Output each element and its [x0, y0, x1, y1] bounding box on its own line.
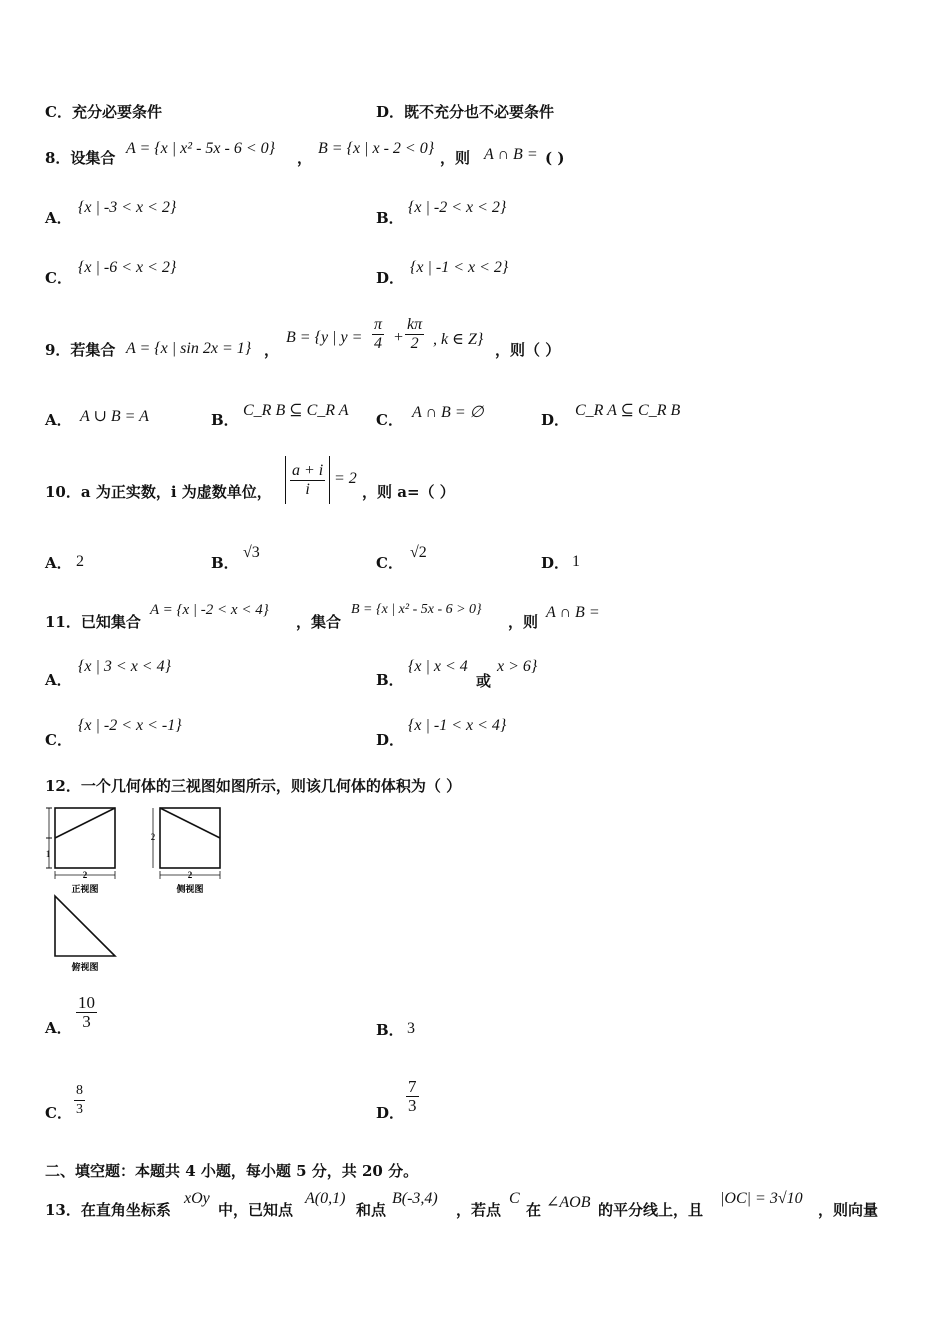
three-view-figure: [40, 800, 240, 980]
q10-abs-fraction: [285, 456, 330, 504]
q10-option-a: 2: [76, 553, 84, 570]
q13-text-6: ，则向量: [818, 1201, 879, 1219]
q11-label-c: C．: [45, 731, 72, 749]
q9-comma: ，: [264, 341, 280, 359]
q9-option-c: A ∩ B = ∅: [412, 404, 484, 421]
q8-label-b: B．: [376, 209, 404, 227]
q10-option-d: 1: [572, 553, 580, 570]
q9-two: 2: [410, 335, 419, 352]
q8-paren: ( ): [545, 149, 565, 167]
q13-point-c: C: [509, 1190, 520, 1207]
q12-option-c: [74, 1082, 85, 1119]
q13-text-5: 的平分线上，且: [598, 1201, 704, 1219]
q10-eq: = 2: [334, 470, 357, 487]
q8-ask-expr: A ∩ B =: [484, 146, 538, 163]
q11-set-a: A = {x | -2 < x < 4}: [150, 602, 269, 618]
q8-stem: 8．设集合: [45, 149, 116, 167]
q11-label-a: A．: [45, 671, 72, 689]
side-view: [150, 808, 220, 879]
q12-label-c: C．: [45, 1104, 72, 1122]
q13-text-2: 和点: [356, 1201, 387, 1219]
q11-stem: 11．已知集合: [45, 613, 141, 631]
q7-option-c: C．充分必要条件: [45, 103, 162, 121]
q8-ask: ，则: [440, 149, 471, 167]
q10-option-b: √3: [243, 544, 260, 561]
q13-text-3: ，若点: [456, 1201, 502, 1219]
front-dim-1: 1: [45, 849, 51, 859]
q11-option-d: {x | -1 < x < 4}: [408, 717, 507, 734]
q12-label-a: A．: [45, 1019, 72, 1037]
q10-ask: ，则 a=（ ）: [362, 483, 455, 501]
front-view: [46, 808, 115, 879]
q11-mid: ，集合: [296, 613, 342, 631]
q12-option-a: [76, 994, 97, 1031]
q12-option-b: 3: [407, 1020, 415, 1037]
q12-stem: 12．一个几何体的三视图如图所示，则该几何体的体积为（ ）: [45, 777, 462, 795]
q10-denominator: i: [305, 480, 310, 498]
q10-label-a: A．: [45, 554, 72, 572]
q9-label-d: D．: [541, 411, 570, 429]
q8-label-d: D．: [376, 269, 405, 287]
side-dim-2: 2: [187, 870, 193, 880]
q11-option-c: {x | -2 < x < -1}: [78, 717, 182, 734]
q8-set-b: B = {x | x - 2 < 0}: [318, 140, 435, 157]
q8-comma: ，: [297, 149, 313, 167]
q8-set-a: A = {x | x² - 5x - 6 < 0}: [126, 140, 276, 157]
q12-option-d-num: 7: [408, 1077, 417, 1096]
q13-xoy: xOy: [184, 1190, 210, 1207]
q13-point-b: B(-3,4): [392, 1190, 438, 1207]
q10-label-d: D．: [541, 554, 570, 572]
q9-option-d: C_R A ⊆ C_R B: [575, 402, 681, 419]
q12-option-c-num: 8: [74, 1082, 85, 1101]
q9-label-a: A．: [45, 411, 72, 429]
side-dim-2-vertical: 2: [150, 832, 156, 842]
q9-fraction-kpi2: [405, 316, 424, 353]
q8-label-c: C．: [45, 269, 72, 287]
q9-label-b: B．: [211, 411, 239, 429]
q8-option-a: {x | -3 < x < 2}: [78, 199, 177, 216]
q11-set-b: B = {x | x² - 5x - 6 > 0}: [351, 602, 482, 617]
q11-option-b-or: 或: [476, 672, 492, 690]
q9-kpi: kπ: [407, 316, 423, 333]
q12-option-a-num: 10: [78, 993, 95, 1012]
q11-label-d: D．: [376, 731, 405, 749]
q9-set-b-lead: B = {y | y =: [286, 329, 363, 346]
q9-set-a: A = {x | sin 2x = 1}: [126, 340, 252, 357]
q11-option-b-part2: x > 6}: [497, 658, 538, 675]
side-view-label: 侧视图: [176, 885, 204, 895]
front-view-label: 正视图: [71, 885, 99, 895]
q10-stem: 10．a 为正实数，i 为虚数单位，: [45, 483, 272, 501]
front-dim-2: 2: [82, 870, 88, 880]
q13-text-4: 在: [526, 1201, 542, 1219]
q10-numerator: a + i: [292, 461, 324, 479]
q11-ask: ，则: [508, 613, 539, 631]
q13-text-1: 中，已知点: [218, 1201, 294, 1219]
q12-option-d: [406, 1078, 419, 1115]
q9-ask: ，则（ ）: [495, 341, 561, 359]
q10-label-c: C．: [376, 554, 403, 572]
q7-option-d: D．既不充分也不必要条件: [376, 103, 555, 121]
q13-stem: 13．在直角坐标系: [45, 1201, 171, 1219]
q8-option-b: {x | -2 < x < 2}: [408, 199, 507, 216]
q9-label-c: C．: [376, 411, 403, 429]
q9-fraction-pi4: [372, 316, 384, 353]
q13-angle: ∠AOB: [546, 1194, 591, 1211]
q9-option-b: C_R B ⊆ C_R A: [243, 402, 349, 419]
q8-option-c: {x | -6 < x < 2}: [78, 259, 177, 276]
q9-stem: 9．若集合: [45, 341, 116, 359]
q11-label-b: B．: [376, 671, 404, 689]
q8-option-d: {x | -1 < x < 2}: [410, 259, 509, 276]
q12-option-d-den: 3: [408, 1096, 417, 1115]
q11-ask-expr: A ∩ B =: [546, 604, 600, 621]
section2-title: 二、填空题：本题共 4 小题，每小题 5 分，共 20 分。: [45, 1162, 419, 1180]
q12-option-a-den: 3: [82, 1012, 91, 1031]
q10-label-b: B．: [211, 554, 239, 572]
q9-pi: π: [374, 316, 383, 333]
q9-plus: +: [393, 329, 404, 346]
q9-option-a: A ∪ B = A: [80, 408, 149, 425]
q13-point-a: A(0,1): [305, 1190, 346, 1207]
q12-label-d: D．: [376, 1104, 405, 1122]
q12-label-b: B．: [376, 1021, 404, 1039]
q9-set-b-tail: , k ∈ Z}: [433, 331, 484, 348]
q10-option-c: √2: [410, 544, 427, 561]
q9-four: 4: [374, 335, 382, 352]
q13-oc-length: |OC| = 3√10: [720, 1190, 803, 1207]
q8-label-a: A．: [45, 209, 72, 227]
q11-option-b-part1: {x | x < 4: [408, 658, 468, 675]
top-view: [55, 896, 115, 956]
q12-option-c-den: 3: [76, 1102, 83, 1117]
top-view-label: 俯视图: [71, 963, 99, 973]
q11-option-a: {x | 3 < x < 4}: [78, 658, 171, 675]
